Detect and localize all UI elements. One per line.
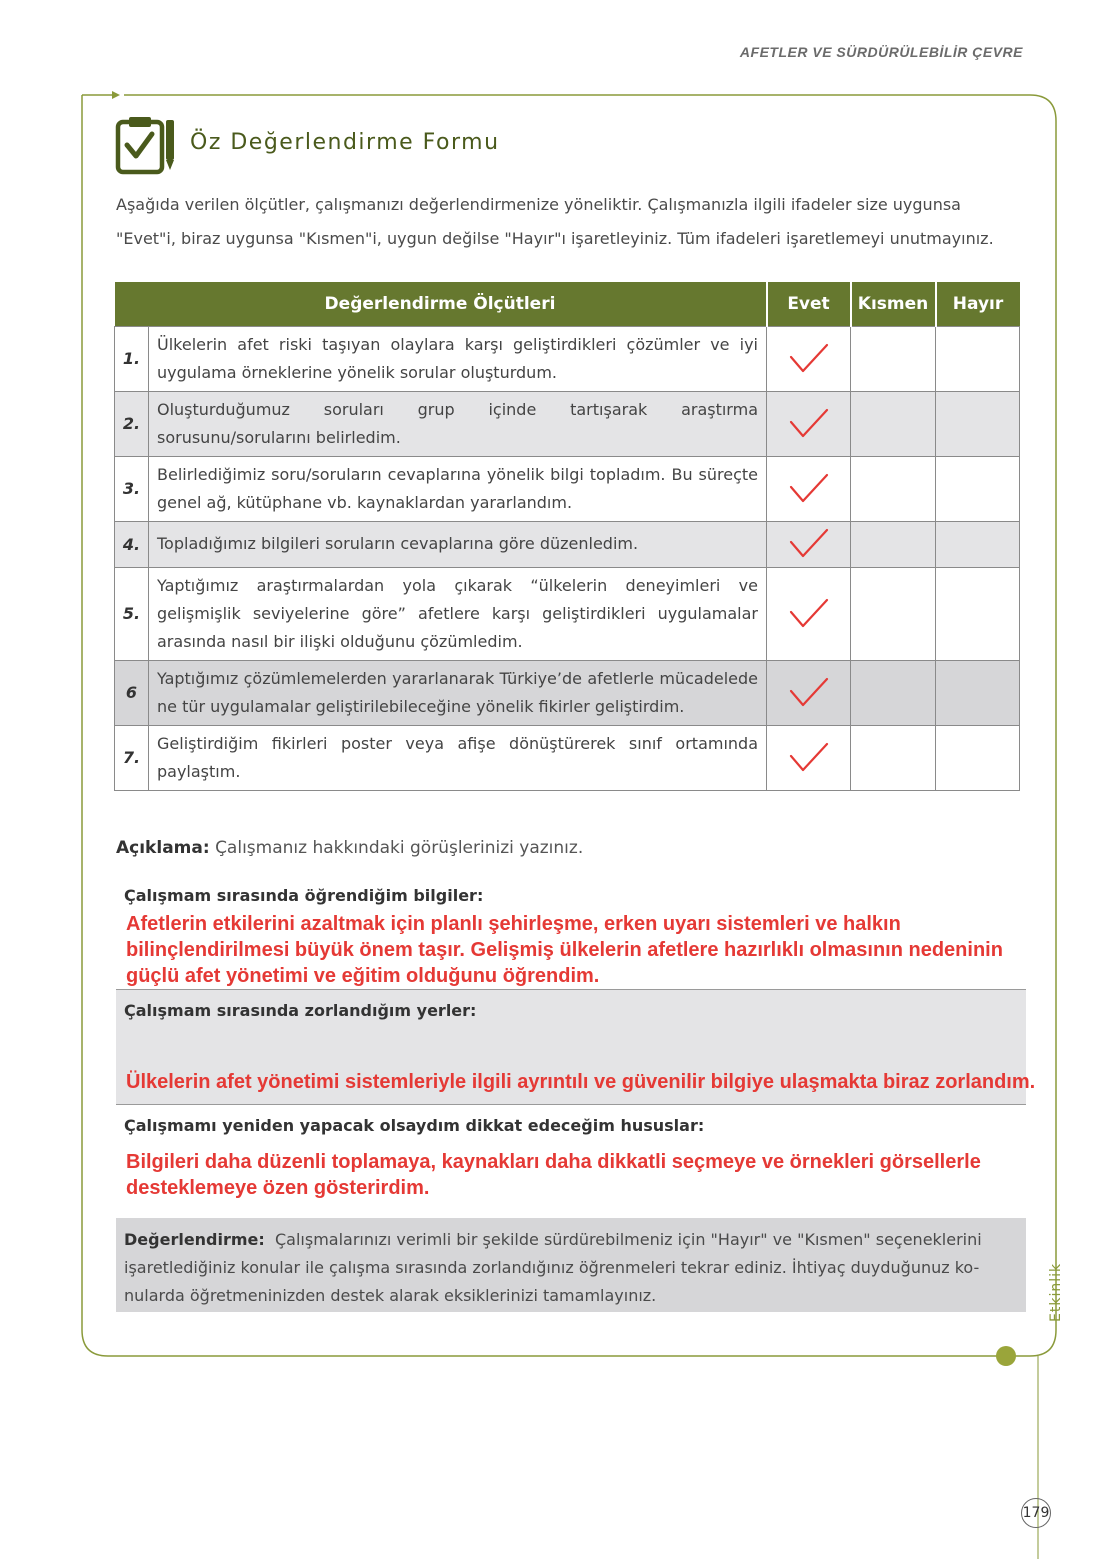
- row-text: Topladığımız bilgileri soruların cevaplarına göre düzenledim.: [149, 521, 767, 567]
- checkmark-icon: [787, 341, 831, 377]
- frame-dot: [996, 1346, 1016, 1366]
- row-number: 1.: [115, 326, 149, 391]
- row-number: 6: [115, 660, 149, 725]
- clipboard-check-icon: [114, 114, 180, 176]
- evaluation-line: [124, 1226, 1018, 1254]
- table-row: [115, 725, 1020, 790]
- answer-line: güçlü afet yönetimi ve eğitim olduğunu öğrendim.: [126, 965, 600, 987]
- table-row: [115, 660, 1020, 725]
- partly-cell[interactable]: [851, 391, 936, 456]
- row-text: Oluşturduğumuz soruları grup içinde tartışarak araştırma sorusunu/sorularını belirledim.: [149, 391, 767, 456]
- learned-answer[interactable]: [126, 911, 1003, 989]
- no-header: Hayır: [936, 282, 1020, 326]
- evaluation-text: Çalışmalarınızı verimli bir şekilde sürdürebilmeniz için "Hayır" ve "Kısmen" seçeneklerini: [274, 1230, 982, 1249]
- yes-cell[interactable]: [767, 391, 851, 456]
- no-cell[interactable]: [936, 660, 1020, 725]
- answer-line: desteklemeye özen gösterirdim.: [126, 1177, 430, 1199]
- row-number: 5.: [115, 567, 149, 660]
- evaluation-line: nularda öğretmeninizden destek alarak eksiklerinizi tamamlayınız.: [124, 1286, 657, 1305]
- no-cell[interactable]: [936, 326, 1020, 391]
- chapter-title: AFETLER VE SÜRDÜRÜLEBİLİR ÇEVRE: [739, 44, 1023, 60]
- divider: [116, 1104, 1026, 1105]
- page-number: 179: [1021, 1498, 1051, 1528]
- redo-answer[interactable]: [126, 1149, 981, 1201]
- yes-cell[interactable]: [767, 521, 851, 567]
- intro-line: "Evet"i, biraz uygunsa "Kısmen"i, uygun değilse "Hayır"ı işaretleyiniz. Tüm ifadeleri işaretlemeyi unutmayınız.: [116, 229, 994, 248]
- no-cell[interactable]: [936, 567, 1020, 660]
- partly-header: Kısmen: [851, 282, 936, 326]
- partly-cell[interactable]: [851, 456, 936, 521]
- intro-line: Aşağıda verilen ölçütler, çalışmanızı değerlendirmenize yöneliktir. Çalışmanızla ilgili ifadeler size uygunsa: [116, 195, 961, 214]
- row-text: Yaptığımız araştırmalardan yola çıkarak “ülkelerin deneyimleri ve gelişmişlik seviyelerine göre” afetlere karşı geliştirdikleri uygulamalar arasında nasıl bir ilişki olduğunu çözümledim.: [149, 567, 767, 660]
- yes-cell[interactable]: [767, 725, 851, 790]
- explanation-text: Çalışmanız hakkındaki görüşlerinizi yazınız.: [215, 838, 584, 858]
- difficult-label: Çalışmam sırasında zorlandığım yerler:: [124, 1001, 477, 1020]
- table-header-row: [115, 282, 1020, 326]
- checkmark-icon: [787, 596, 831, 632]
- checkmark-icon: [787, 406, 831, 442]
- learned-label: Çalışmam sırasında öğrendiğim bilgiler:: [124, 886, 484, 905]
- evaluation-line: işaretlediğiniz konular ile çalışma sırasında zorlandığınız öğrenmeleri tekrar ediniz. İhtiyaç duyduğunuz ko-: [124, 1258, 980, 1277]
- row-number: 2.: [115, 391, 149, 456]
- no-cell[interactable]: [936, 521, 1020, 567]
- row-number: 3.: [115, 456, 149, 521]
- row-text: Ülkelerin afet riski taşıyan olaylara karşı geliştirdikleri çözümler ve iyi uygulama örneklerine yönelik sorular oluşturdum.: [149, 326, 767, 391]
- partly-cell[interactable]: [851, 521, 936, 567]
- row-number: 4.: [115, 521, 149, 567]
- yes-cell[interactable]: [767, 660, 851, 725]
- explanation-label: Açıklama:: [116, 838, 210, 858]
- side-label: Etkinlik: [1048, 1262, 1064, 1322]
- explanation-line: [116, 838, 583, 858]
- partly-cell[interactable]: [851, 567, 936, 660]
- answer-line: bilinçlendirilmesi büyük önem taşır. Gelişmiş ülkelerin afetlere hazırlıklı olmasının nedeninin: [126, 939, 1003, 961]
- no-cell[interactable]: [936, 456, 1020, 521]
- criteria-header: Değerlendirme Ölçütleri: [115, 282, 767, 326]
- row-text: Geliştirdiğim fikirleri poster veya afişe dönüştürerek sınıf ortamında paylaştım.: [149, 725, 767, 790]
- redo-label: Çalışmamı yeniden yapacak olsaydım dikkat edeceğim hususlar:: [124, 1116, 705, 1135]
- partly-cell[interactable]: [851, 725, 936, 790]
- checkmark-icon: [787, 740, 831, 776]
- table-row: [115, 326, 1020, 391]
- table-row: [115, 391, 1020, 456]
- row-number: 7.: [115, 725, 149, 790]
- criteria-table: [114, 282, 1020, 791]
- checkmark-icon: [787, 526, 831, 562]
- answer-line: Afetlerin etkilerini azaltmak için planlı şehirleşme, erken uyarı sistemleri ve halkın: [126, 913, 901, 935]
- yes-cell[interactable]: [767, 456, 851, 521]
- evaluation-box: [116, 1218, 1026, 1312]
- row-text: Belirlediğimiz soru/soruların cevaplarına yönelik bilgi topladım. Bu süreçte genel ağ, kütüphane vb. kaynaklardan yararlandım.: [149, 456, 767, 521]
- yes-header: Evet: [767, 282, 851, 326]
- form-title: Öz Değerlendirme Formu: [190, 130, 500, 155]
- checkmark-icon: [787, 471, 831, 507]
- no-cell[interactable]: [936, 391, 1020, 456]
- yes-cell[interactable]: [767, 567, 851, 660]
- table-row: [115, 521, 1020, 567]
- row-text: Yaptığımız çözümlemelerden yararlanarak Türkiye’de afetlerle mücadelede ne tür uygulamalar geliştirilebileceğine yönelik fikirler geliştirdim.: [149, 660, 767, 725]
- no-cell[interactable]: [936, 725, 1020, 790]
- yes-cell[interactable]: [767, 326, 851, 391]
- answer-line: Bilgileri daha düzenli toplamaya, kaynakları daha dikkatli seçmeye ve örnekleri görsellerle: [126, 1151, 981, 1173]
- difficult-answer[interactable]: Ülkelerin afet yönetimi sistemleriyle ilgili ayrıntılı ve güvenilir bilgiye ulaşmakta biraz zorlandım.: [126, 1071, 1036, 1093]
- partly-cell[interactable]: [851, 326, 936, 391]
- checkmark-icon: [787, 675, 831, 711]
- partly-cell[interactable]: [851, 660, 936, 725]
- intro-text: [116, 188, 1026, 256]
- evaluation-label: Değerlendirme:: [124, 1230, 265, 1249]
- table-row: [115, 567, 1020, 660]
- table-row: [115, 456, 1020, 521]
